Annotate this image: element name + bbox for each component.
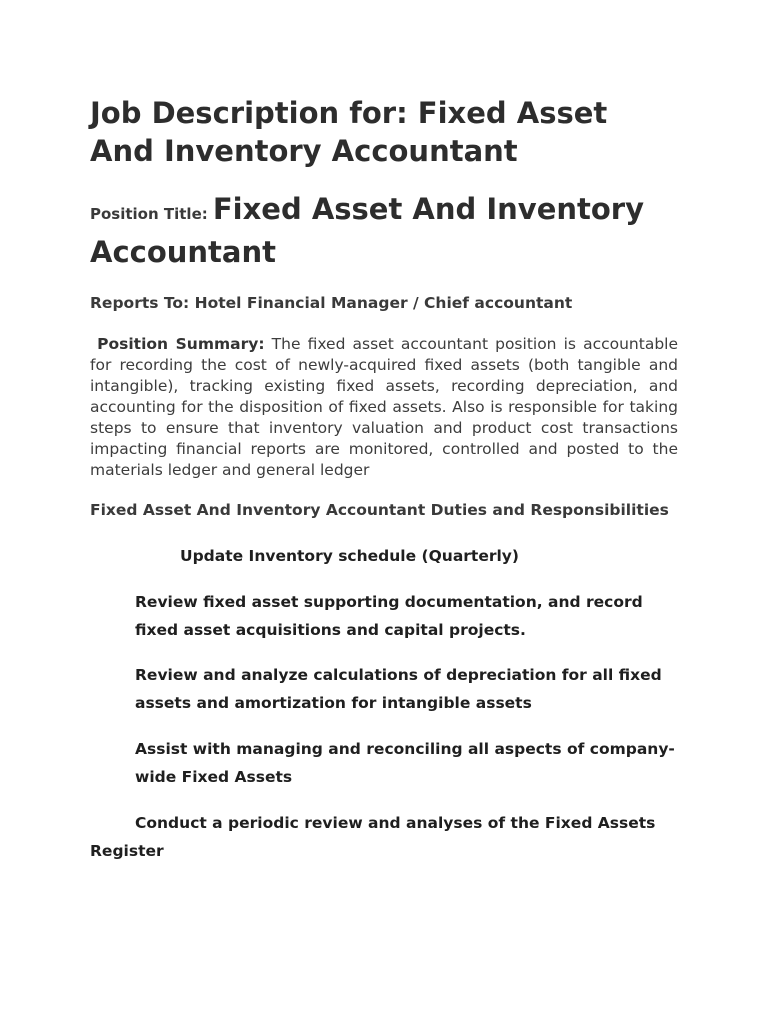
- position-summary-text: The fixed asset accountant position is accountable for recording the cost of newly-acquired fixed assets (both tangible and intangible), tracking existing fixed assets, recording depreciation, and accounting for the disposition of fixed assets. Also is responsible for taking steps to ensure that inventory valuation and product cost transactions impacting financial reports are monitored, controlled and posted to the materials ledger and general ledger: [90, 335, 679, 479]
- duty-item: Update Inventory schedule (Quarterly): [180, 547, 519, 565]
- position-summary-label: Position Summary:: [97, 335, 265, 353]
- position-title-value: Fixed Asset And Inventory Accountant: [90, 192, 645, 269]
- document-page: [90, 94, 678, 865]
- duty-item: Assist with managing and reconciling all aspects of company-wide Fixed Assets: [135, 740, 675, 786]
- duty-item: Review fixed asset supporting documentation, and record fixed asset acquisitions and capital projects.: [135, 593, 643, 639]
- position-summary: [90, 334, 678, 481]
- duty-item: Conduct a periodic review and analyses of the Fixed Assets Register: [90, 814, 656, 860]
- duty-item: Review and analyze calculations of depreciation for all fixed assets and amortization for intangible assets: [135, 666, 662, 712]
- position-title-label: Position Title:: [90, 205, 208, 223]
- document-title: Job Description for: Fixed Asset And Inventory Accountant: [90, 96, 608, 168]
- reports-to: Reports To: Hotel Financial Manager / Chief accountant: [90, 294, 573, 312]
- position-title-line: [90, 190, 678, 276]
- duties-heading: Fixed Asset And Inventory Accountant Duties and Responsibilities: [90, 501, 669, 519]
